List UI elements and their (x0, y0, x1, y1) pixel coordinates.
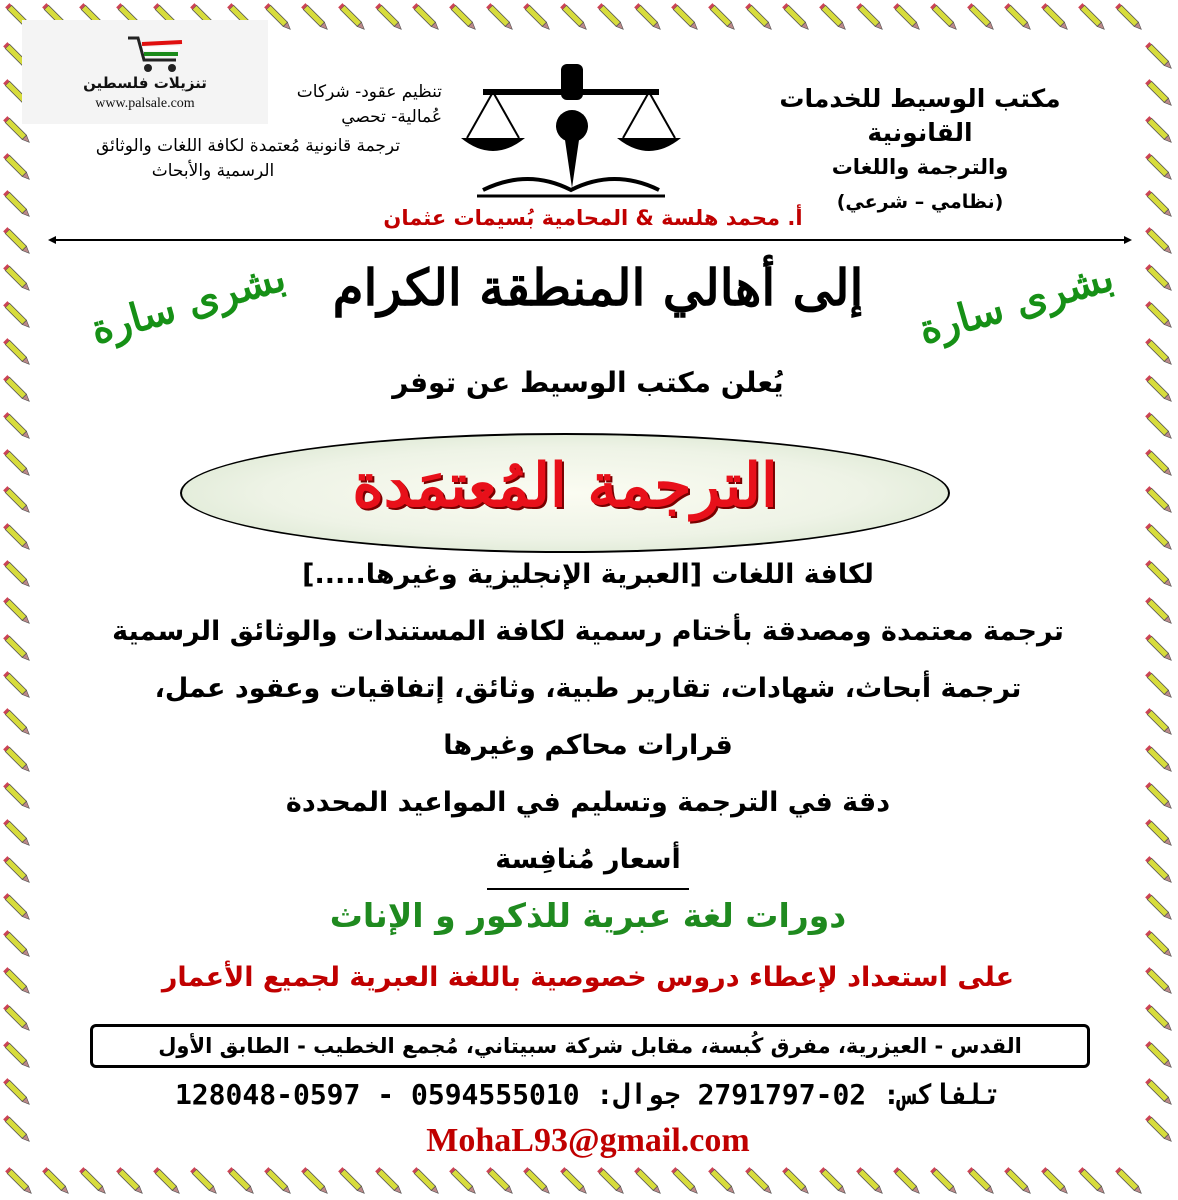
pencil-icon (264, 3, 292, 31)
pencil-icon (375, 3, 403, 31)
pencil-icon (1041, 1167, 1069, 1195)
pencil-icon (3, 597, 31, 625)
pencil-icon (3, 264, 31, 292)
watermark-url: www.palsale.com (95, 96, 195, 111)
headline-oval (180, 433, 950, 553)
pencil-icon (301, 3, 329, 31)
pencil-icon (782, 3, 810, 31)
service-line-1: لكافة اللغات [العبرية الإنجليزية وغيرها.....] (302, 559, 874, 590)
pencil-icon (1145, 671, 1173, 699)
pencil-icon (1145, 79, 1173, 107)
pencil-icon (1145, 375, 1173, 403)
pencil-icon (856, 1167, 884, 1195)
good-news-right: بشرى سارة (913, 253, 1119, 354)
pencil-icon (3, 153, 31, 181)
pencil-icon (264, 1167, 292, 1195)
pencil-icon (3, 412, 31, 440)
pencil-icon (1145, 523, 1173, 551)
pencil-icon (338, 1167, 366, 1195)
pencil-icon (412, 1167, 440, 1195)
pencil-icon (3, 708, 31, 736)
greeting-heading: إلى أهالي المنطقة الكرام (332, 258, 864, 317)
pencil-icon (227, 1167, 255, 1195)
services-line-4: الرسمية والأبحاث (151, 161, 275, 181)
watermark-name: تنزيلات فلسطين (83, 74, 207, 92)
pencil-icon (449, 1167, 477, 1195)
pencil-icon (1145, 1004, 1173, 1032)
private-lessons: على استعداد لإعطاء دروس خصوصية باللغة العبرية لجميع الأعمار (161, 962, 1015, 993)
pencil-icon (1145, 745, 1173, 773)
pencil-icon (1145, 42, 1173, 70)
pencil-icon (1145, 782, 1173, 810)
pencil-icon (3, 227, 31, 255)
scales-of-justice-icon (453, 64, 689, 200)
pencil-icon (3, 893, 31, 921)
pencil-icon (930, 3, 958, 31)
pencil-icon (3, 1004, 31, 1032)
pencil-icon (930, 1167, 958, 1195)
pencil-icon (1145, 190, 1173, 218)
service-list (58, 546, 1118, 888)
pencil-icon (3, 560, 31, 588)
pencil-icon (3, 671, 31, 699)
pencil-icon (3, 856, 31, 884)
services-line-3: ترجمة قانونية مُعتمدة لكافة اللغات والوثائق (95, 136, 401, 156)
pencil-icon (523, 3, 551, 31)
watermark-logo (22, 20, 268, 124)
pencil-icon (3, 782, 31, 810)
pencil-icon (1078, 3, 1106, 31)
pencil-icon (1145, 486, 1173, 514)
pencil-icon (3, 819, 31, 847)
pencil-icon (1115, 3, 1143, 31)
office-header (740, 82, 1100, 220)
pencil-icon (1078, 1167, 1106, 1195)
pencil-icon (708, 3, 736, 31)
pencil-icon (338, 3, 366, 31)
pencil-icon (1145, 1115, 1173, 1143)
services-line-1: تنظيم عقود- شركات (296, 82, 442, 102)
pencil-icon (1145, 708, 1173, 736)
pencil-icon (449, 3, 477, 31)
pencil-icon (3, 1041, 31, 1069)
pencil-icon (153, 1167, 181, 1195)
office-subtitle: والترجمة واللغات (831, 155, 1009, 179)
pencil-icon (1145, 227, 1173, 255)
lawyer-names: أ. محمد هلسة & المحامية بُسيمات عثمان (383, 206, 803, 230)
shopping-cart-icon (126, 34, 188, 74)
pencil-icon (671, 1167, 699, 1195)
address-box: القدس - العيزرية، مفرق كُبسة، مقابل شركة سبيتاني، مُجمع الخطيب - الطابق الأول (90, 1024, 1090, 1068)
pencil-icon (1115, 1167, 1143, 1195)
competitive-prices: أسعار مُنافِسة (487, 831, 689, 890)
pencil-icon (486, 3, 514, 31)
pencil-icon (893, 3, 921, 31)
announcement: يُعلن مكتب الوسيط عن توفر (392, 366, 784, 399)
pencil-icon (79, 1167, 107, 1195)
pencil-icon (116, 1167, 144, 1195)
pencil-icon (1145, 338, 1173, 366)
pencil-icon (560, 1167, 588, 1195)
pencil-icon (523, 1167, 551, 1195)
pencil-icon (190, 1167, 218, 1195)
pencil-icon (634, 3, 662, 31)
pencil-icon (1145, 412, 1173, 440)
service-line-2: ترجمة معتمدة ومصدقة بأختام رسمية لكافة المستندات والوثائق الرسمية (112, 616, 1064, 647)
pencil-icon (1145, 264, 1173, 292)
phone-numbers: تلفاكس: 02-2791797 جوال: 0594555010 - 0597-128048 (174, 1078, 1002, 1111)
services-line-2: عُمالية- تحصي (341, 107, 442, 127)
pencil-icon (3, 745, 31, 773)
pencil-icon (1145, 634, 1173, 662)
pencil-icon (1145, 153, 1173, 181)
pencil-icon (1004, 1167, 1032, 1195)
service-line-5: دقة في الترجمة وتسليم في المواعيد المحددة (285, 787, 891, 818)
pencil-icon (819, 3, 847, 31)
pencil-icon (301, 1167, 329, 1195)
pencil-icon (634, 1167, 662, 1195)
pencil-icon (3, 338, 31, 366)
pencil-icon (893, 1167, 921, 1195)
pencil-icon (1145, 1041, 1173, 1069)
pencil-icon (597, 1167, 625, 1195)
pencil-icon (42, 1167, 70, 1195)
pencil-icon (1145, 893, 1173, 921)
pencil-icon (856, 3, 884, 31)
pencil-icon (412, 3, 440, 31)
service-line-3: ترجمة أبحاث، شهادات، تقارير طبية، وثائق، إتفاقيات وعقود عمل، (154, 673, 1022, 704)
headline-text: الترجمة المُعتمَدة (352, 451, 778, 521)
pencil-icon (5, 1167, 33, 1195)
pencil-icon (3, 1115, 31, 1143)
pencil-icon (3, 1078, 31, 1106)
pencil-icon (1145, 597, 1173, 625)
pencil-icon (375, 1167, 403, 1195)
pencil-icon (3, 486, 31, 514)
pencil-icon (3, 190, 31, 218)
pencil-icon (3, 375, 31, 403)
pencil-icon (745, 1167, 773, 1195)
pencil-icon (967, 3, 995, 31)
pencil-icon (1041, 3, 1069, 31)
flyer-content (48, 40, 1130, 1165)
hebrew-courses: دورات لغة عبرية للذكور و الإناث (329, 896, 847, 935)
pencil-icon (3, 634, 31, 662)
good-news-left: بشرى سارة (85, 253, 291, 354)
pencil-icon (3, 967, 31, 995)
service-line-4: قرارات محاكم وغيرها (443, 730, 733, 761)
pencil-icon (3, 301, 31, 329)
pencil-icon (1145, 301, 1173, 329)
pencil-icon (597, 3, 625, 31)
pencil-icon (3, 523, 31, 551)
header-divider (48, 236, 1132, 244)
pencil-icon (671, 3, 699, 31)
pencil-icon (3, 930, 31, 958)
pencil-icon (1145, 856, 1173, 884)
pencil-icon (1145, 819, 1173, 847)
pencil-icon (745, 3, 773, 31)
office-name: مكتب الوسيط للخدمات القانونية (779, 84, 1061, 147)
pencil-icon (3, 449, 31, 477)
office-types: (نظامي – شرعي) (836, 191, 1004, 213)
pencil-icon (708, 1167, 736, 1195)
pencil-icon (1145, 449, 1173, 477)
pencil-icon (967, 1167, 995, 1195)
pencil-icon (1145, 1078, 1173, 1106)
pencil-icon (1145, 967, 1173, 995)
pencil-icon (1004, 3, 1032, 31)
pencil-icon (819, 1167, 847, 1195)
pencil-icon (1145, 560, 1173, 588)
pencil-icon (560, 3, 588, 31)
pencil-icon (1145, 930, 1173, 958)
email-address: MohaL93@gmail.com (426, 1122, 750, 1159)
pencil-icon (486, 1167, 514, 1195)
pencil-icon (1145, 116, 1173, 144)
pencil-icon (782, 1167, 810, 1195)
